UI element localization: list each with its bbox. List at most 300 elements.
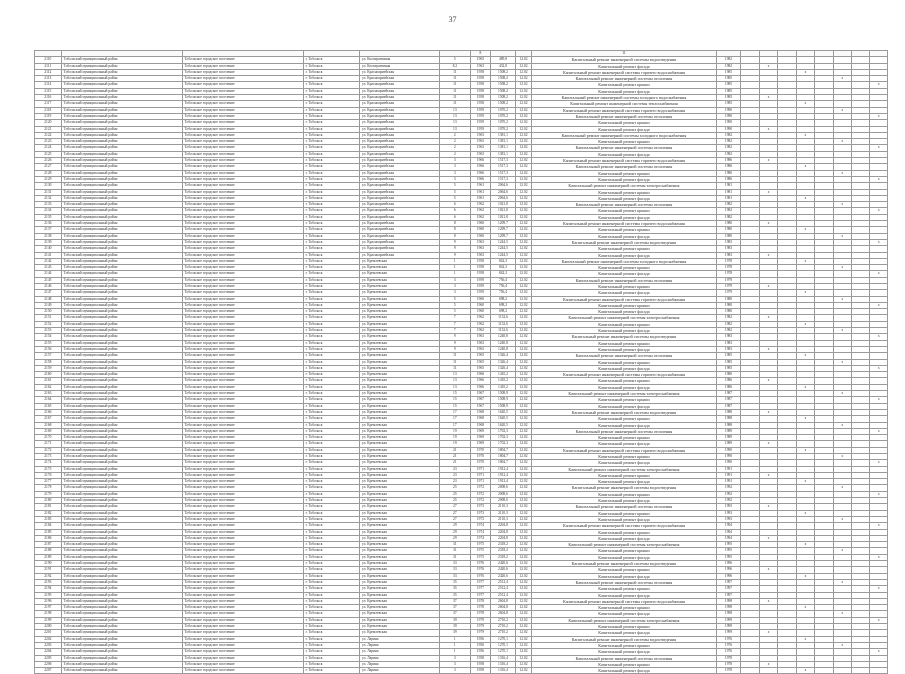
table-cell: 1508,9 [491,391,516,397]
table-cell: 1959 [470,283,491,289]
table-cell: 12.02 [515,346,531,352]
table-cell: г. Тобольск [303,561,359,567]
table-cell: Тобольский муниципальный район [61,485,182,491]
table-cell: 1981 [716,189,741,195]
mark-cell: х [759,472,777,478]
table-cell: 12.02 [515,460,531,466]
table-cell: г. Тобольск [303,233,359,239]
table-cell: 12.02 [515,403,531,409]
table-cell: 1958 [470,82,491,88]
table-cell: 1132,6 [491,321,516,327]
table-cell: 698,2 [491,302,516,308]
table-cell: 12.02 [515,252,531,258]
table-cell: г. Тобольск [303,372,359,378]
table-cell: 12.02 [515,315,531,321]
table-cell: 1963 [470,145,491,151]
table-cell: 1 [439,258,470,264]
table-cell: Капитальный ремонт фасада [532,422,717,428]
table-cell: ул. Кремлевская [359,340,439,346]
table-cell: ул. Кремлевская [359,454,439,460]
table-cell: 12.02 [515,296,531,302]
table-cell: 12.02 [515,233,531,239]
table-cell: Тобольский муниципальный район [61,642,182,648]
table-cell: 2143 [35,265,62,271]
table-cell: 2173 [35,454,62,460]
table-cell: Капитальный ремонт крыши [532,246,717,252]
table-cell: ул. Кремлевская [359,510,439,516]
table-cell: Тобольский муниципальный район [61,447,182,453]
table-cell: Капитальный ремонт крыши [532,227,717,233]
table-cell: 31 [439,554,470,560]
table-cell: Капитальный ремонт крыши [532,661,717,667]
table-cell: Капитальный ремонт фасада [532,668,717,674]
table-cell: г. Тобольск [303,139,359,145]
table-cell: г. Тобольск [303,441,359,447]
table-cell: 1240,8 [491,346,516,352]
table-cell: 12.02 [515,321,531,327]
table-cell: 2152 [35,321,62,327]
table-cell: Капитальный ремонт крыши [532,321,717,327]
table-cell: 39 [439,630,470,636]
table-cell: ул. Кремлевская [359,611,439,617]
table-cell: 12.02 [515,579,531,585]
table-cell: Тобольский муниципальный район [61,529,182,535]
table-cell: ул. Кремлевская [359,485,439,491]
mark-cell: х [870,554,888,560]
table-cell: Тобольское городское поселение [182,95,303,101]
table-cell: 1977 [470,592,491,598]
table-cell: 3 [439,290,470,296]
table-cell: 7 [439,321,470,327]
table-cell: Тобольское городское поселение [182,422,303,428]
table-cell: 12.02 [515,592,531,598]
table-cell: Тобольский муниципальный район [61,290,182,296]
table-cell: 1995 [716,554,741,560]
table-cell: Тобольское городское поселение [182,642,303,648]
table-cell: ул. Кремлевская [359,605,439,611]
table-cell: 2161 [35,378,62,384]
table-cell: Тобольское городское поселение [182,170,303,176]
table-cell: 1992 [716,498,741,504]
table-cell: 23 [439,466,470,472]
mark-cell: х [833,233,851,239]
table-cell: 1973 [470,504,491,510]
table-cell: Тобольский муниципальный район [61,214,182,220]
table-cell: 1959 [470,126,491,132]
table-cell: 1993 [716,504,741,510]
table-cell: ул. Красноармейская [359,126,439,132]
table-cell: Тобольское городское поселение [182,542,303,548]
table-cell: 1968 [470,409,491,415]
table-cell: Капитальный ремонт инженерной системы горячего водоснабжения [532,372,717,378]
table-cell: Тобольский муниципальный район [61,617,182,623]
table-cell: ул. Красноармейская [359,158,439,164]
table-cell: 2129 [35,176,62,182]
table-cell: Тобольское городское поселение [182,145,303,151]
table-cell: 12.02 [515,302,531,308]
table-cell: Тобольское городское поселение [182,101,303,107]
table-cell: Капитальный ремонт инженерной системы отопления [532,202,717,208]
table-cell: 5 [439,189,470,195]
table-cell: 12.02 [515,372,531,378]
table-cell: Тобольское городское поселение [182,107,303,113]
table-cell: 1963 [470,151,491,157]
table-cell: 1982 [716,57,741,63]
table-cell: 1070,2 [491,113,516,119]
table-cell: 1992 [716,491,741,497]
mark-cell: х [796,416,814,422]
table-cell: Тобольский муниципальный район [61,113,182,119]
table-cell: 2113 [35,76,62,82]
table-cell: 8 [439,233,470,239]
table-cell: 1994 [716,535,741,541]
table-cell: Тобольский муниципальный район [61,554,182,560]
table-cell: 1702,3 [491,435,516,441]
table-cell: 2064,6 [491,183,516,189]
table-cell: Капитальный ремонт крыши [532,605,717,611]
table-cell: 1983 [716,340,741,346]
table-cell: г. Тобольск [303,239,359,245]
table-cell: 2197 [35,605,62,611]
table-cell: 5 [439,309,470,315]
table-cell: Тобольское городское поселение [182,378,303,384]
table-cell: 29 [439,535,470,541]
table-cell: г. Тобольск [303,579,359,585]
table-cell: 1982 [716,145,741,151]
table-cell: Тобольский муниципальный район [61,516,182,522]
table-cell: г. Тобольск [303,485,359,491]
mark-cell: х [833,548,851,554]
table-cell: 1804,7 [491,447,516,453]
table-cell: Тобольский муниципальный район [61,189,182,195]
table-cell: 35 [439,579,470,585]
table-cell: 1985 [716,69,741,75]
table-cell: г. Тобольск [303,170,359,176]
table-cell: Тобольское городское поселение [182,189,303,195]
table-cell: 19 [439,441,470,447]
table-cell: Капитальный ремонт крыши [532,302,717,308]
table-cell: г. Тобольск [303,69,359,75]
table-cell: ул. Кремлевская [359,309,439,315]
table-cell: Тобольское городское поселение [182,340,303,346]
table-cell: Тобольский муниципальный район [61,126,182,132]
table-cell: 1963 [470,246,491,252]
table-cell: Капитальный ремонт инженерной системы отопления [532,164,717,170]
table-cell: Тобольский муниципальный район [61,76,182,82]
table-cell: 2198 [35,611,62,617]
table-cell: 2604,8 [491,605,516,611]
table-cell: 2064,6 [491,195,516,201]
table-cell: 698,2 [491,296,516,302]
table-cell: 1971 [470,479,491,485]
table-cell: ул. Красноармейская [359,208,439,214]
table-cell: Тобольский муниципальный район [61,170,182,176]
table-cell: 2115 [35,88,62,94]
table-cell: Тобольское городское поселение [182,221,303,227]
table-cell: Тобольское городское поселение [182,82,303,88]
table-cell: Капитальный ремонт инженерной системы электроснабжения [532,542,717,548]
table-cell: 2111 [35,63,62,69]
table-cell: г. Тобольск [303,636,359,642]
table-cell: Капитальный ремонт инженерной системы водоотведения [532,239,717,245]
mark-cell: х [796,668,814,674]
table-cell: Капитальный ремонт фасада [532,252,717,258]
table-cell: Тобольский муниципальный район [61,384,182,390]
table-cell: Тобольское городское поселение [182,334,303,340]
table-cell: Тобольское городское поселение [182,561,303,567]
table-cell: г. Тобольск [303,145,359,151]
table-cell: 1982 [716,321,741,327]
table-cell: Тобольский муниципальный район [61,208,182,214]
table-cell: 1979 [470,624,491,630]
table-cell: 2174 [35,460,62,466]
table-cell: г. Тобольск [303,183,359,189]
table-cell: Тобольский муниципальный район [61,416,182,422]
table-cell: 2121 [35,126,62,132]
table-cell: 12.02 [515,649,531,655]
table-cell: 11 [439,76,470,82]
table-cell: 12.02 [515,132,531,138]
table-cell: 1975 [470,554,491,560]
table-cell: 12.02 [515,391,531,397]
table-cell: г. Тобольск [303,605,359,611]
table-cell: Капитальный ремонт крыши [532,548,717,554]
table-cell: 1978 [470,611,491,617]
table-cell: Капитальный ремонт инженерной системы отопления [532,113,717,119]
mark-cell: х [833,359,851,365]
table-cell: Капитальный ремонт инженерной системы отопления [532,353,717,359]
table-cell: Капитальный ремонт фасада [532,573,717,579]
table-cell: 1997 [716,592,741,598]
table-cell: 1963 [470,252,491,258]
table-cell: 1993 [716,516,741,522]
table-cell: Тобольский муниципальный район [61,535,182,541]
table-cell: 1270,1 [491,636,516,642]
table-cell: 1961 [470,189,491,195]
table-cell: Тобольское городское поселение [182,365,303,371]
table-cell: Тобольский муниципальный район [61,69,182,75]
table-cell: Тобольское городское поселение [182,290,303,296]
table-cell: Тобольский муниципальный район [61,403,182,409]
table-cell: ул. Красноармейская [359,252,439,258]
table-cell: 2176 [35,472,62,478]
table-cell: ул. Кремлевская [359,441,439,447]
table-cell: 2710,2 [491,630,516,636]
table-cell: Тобольский муниципальный район [61,195,182,201]
table-cell: 2199 [35,617,62,623]
table-cell: ул. Кремлевская [359,523,439,529]
table-cell: Капитальный ремонт крыши [532,529,717,535]
table-cell: 1966 [470,378,491,384]
table-cell: 842,3 [491,271,516,277]
table-cell: 3 [439,661,470,667]
table-cell: г. Тобольск [303,416,359,422]
table-cell: 2008,6 [491,485,516,491]
table-cell: 1517,3 [491,164,516,170]
table-cell: г. Тобольск [303,472,359,478]
table-cell: Тобольский муниципальный район [61,661,182,667]
mark-cell: х [833,485,851,491]
table-cell: 3 [439,164,470,170]
table-cell: 13 [439,384,470,390]
table-cell: Тобольское городское поселение [182,183,303,189]
table-cell: 1999 [716,630,741,636]
table-cell: Капитальный ремонт крыши [532,359,717,365]
table-cell: 6 [439,208,470,214]
table-cell: 2604,8 [491,598,516,604]
table-cell: Тобольское городское поселение [182,491,303,497]
table-cell: г. Тобольск [303,271,359,277]
table-cell: Тобольское городское поселение [182,302,303,308]
table-cell: г. Тобольск [303,208,359,214]
table-cell: Тобольское городское поселение [182,567,303,573]
table-cell: ул. Кремлевская [359,321,439,327]
table-cell: 2166 [35,409,62,415]
table-cell: 1971 [470,466,491,472]
table-cell: 1987 [716,391,741,397]
table-cell: 1979 [716,283,741,289]
table-cell: г. Тобольск [303,63,359,69]
table-cell: 2186 [35,535,62,541]
table-cell: 1987 [716,397,741,403]
table-cell: Тобольский муниципальный район [61,378,182,384]
mark-cell: х [759,630,777,636]
table-cell: 12.02 [515,113,531,119]
table-cell: г. Тобольск [303,309,359,315]
table-cell: 1986 [716,170,741,176]
table-cell: Капитальный ремонт фасада [532,63,717,69]
table-cell: 12.02 [515,523,531,529]
table-cell: Тобольское городское поселение [182,636,303,642]
table-cell: 1982 [716,315,741,321]
table-cell: 12.02 [515,397,531,403]
table-cell: Капитальный ремонт инженерной системы электроснабжения [532,391,717,397]
table-cell: 1969 [470,435,491,441]
table-cell: 2710,2 [491,617,516,623]
table-cell: Тобольский муниципальный район [61,466,182,472]
table-cell: 1508,2 [491,95,516,101]
table-cell: 1972 [470,498,491,504]
mark-cell: х [870,208,888,214]
table-cell: 1997 [716,579,741,585]
table-cell: Капитальный ремонт инженерной системы горячего водоснабжения [532,69,717,75]
table-cell: 1965 [470,57,491,63]
table-cell: Тобольское городское поселение [182,504,303,510]
table-cell: г. Тобольск [303,428,359,434]
table-cell: 7 [439,315,470,321]
table-cell: Капитальный ремонт крыши [532,642,717,648]
table-cell: 5 [439,302,470,308]
table-cell: 1988 [716,416,741,422]
table-cell: ул. Красноармейская [359,176,439,182]
table-cell: 489,8 [491,57,516,63]
table-cell: г. Тобольск [303,523,359,529]
table-cell: 1977 [470,579,491,585]
table-cell: 12.02 [515,246,531,252]
table-cell: 1974 [470,535,491,541]
table-cell: 2170 [35,435,62,441]
table-cell: 1702,3 [491,441,516,447]
table-cell: 1326,4 [491,365,516,371]
table-cell: 2064,6 [491,189,516,195]
table-cell: 1962 [470,321,491,327]
table-cell: г. Тобольск [303,447,359,453]
table-cell: Тобольское городское поселение [182,428,303,434]
table-cell: ул. Красноармейская [359,195,439,201]
table-cell: Тобольский муниципальный район [61,246,182,252]
mark-cell: х [833,642,851,648]
table-cell: ул. Красноармейская [359,183,439,189]
table-cell: 15 [439,391,470,397]
table-cell: г. Тобольск [303,151,359,157]
table-cell: 2162 [35,384,62,390]
table-cell: ул. Кремлевская [359,491,439,497]
table-cell: 2163 [35,391,62,397]
table-cell: Капитальный ремонт фасада [532,151,717,157]
table-cell: 1316,4 [491,668,516,674]
table-cell: г. Тобольск [303,158,359,164]
table-cell: 12.02 [515,95,531,101]
table-cell: 1996 [716,561,741,567]
mark-cell: х [870,428,888,434]
table-cell: ул. Кремлевская [359,573,439,579]
table-cell: Тобольский муниципальный район [61,202,182,208]
table-cell: ул. Кремлевская [359,428,439,434]
table-cell: 29 [439,523,470,529]
table-cell: 2132 [35,195,62,201]
table-cell: 25 [439,491,470,497]
table-cell: 1983 [716,252,741,258]
table-cell: Тобольское городское поселение [182,592,303,598]
table-cell: 1410,2 [491,384,516,390]
table-cell: 1209,7 [491,233,516,239]
table-cell: 21 [439,460,470,466]
table-cell: г. Тобольск [303,120,359,126]
table-cell: Тобольский муниципальный район [61,120,182,126]
table-cell: 2137 [35,227,62,233]
table-cell: Тобольское городское поселение [182,661,303,667]
table-cell: 5 [439,195,470,201]
table-cell: 13 [439,113,470,119]
table-cell: 1988 [716,409,741,415]
table-cell: 12.02 [515,82,531,88]
table-cell: 1962 [470,202,491,208]
table-cell: Тобольский муниципальный район [61,321,182,327]
table-cell: 1517,3 [491,170,516,176]
table-cell: 2175 [35,466,62,472]
table-cell: г. Тобольск [303,409,359,415]
table-cell: 2146 [35,283,62,289]
table-cell: Капитальный ремонт крыши [532,397,717,403]
table-cell: ул. Кремлевская [359,384,439,390]
table-cell: 33 [439,561,470,567]
table-cell: Тобольское городское поселение [182,164,303,170]
table-cell: 1959 [470,113,491,119]
table-cell: Капитальный ремонт фасада [532,290,717,296]
table-cell: ул. Ларина [359,642,439,648]
table-cell: 1992 [716,485,741,491]
table-cell: 1959 [470,277,491,283]
table-cell: 2134 [35,208,62,214]
table-cell: 12.02 [515,422,531,428]
mark-cell: х [796,384,814,390]
table-cell: г. Тобольск [303,592,359,598]
table-cell: 23 [439,472,470,478]
table-cell: 1989 [716,428,741,434]
table-cell: 1982 [716,208,741,214]
table-cell: Тобольский муниципальный район [61,668,182,674]
table-cell: Тобольское городское поселение [182,271,303,277]
